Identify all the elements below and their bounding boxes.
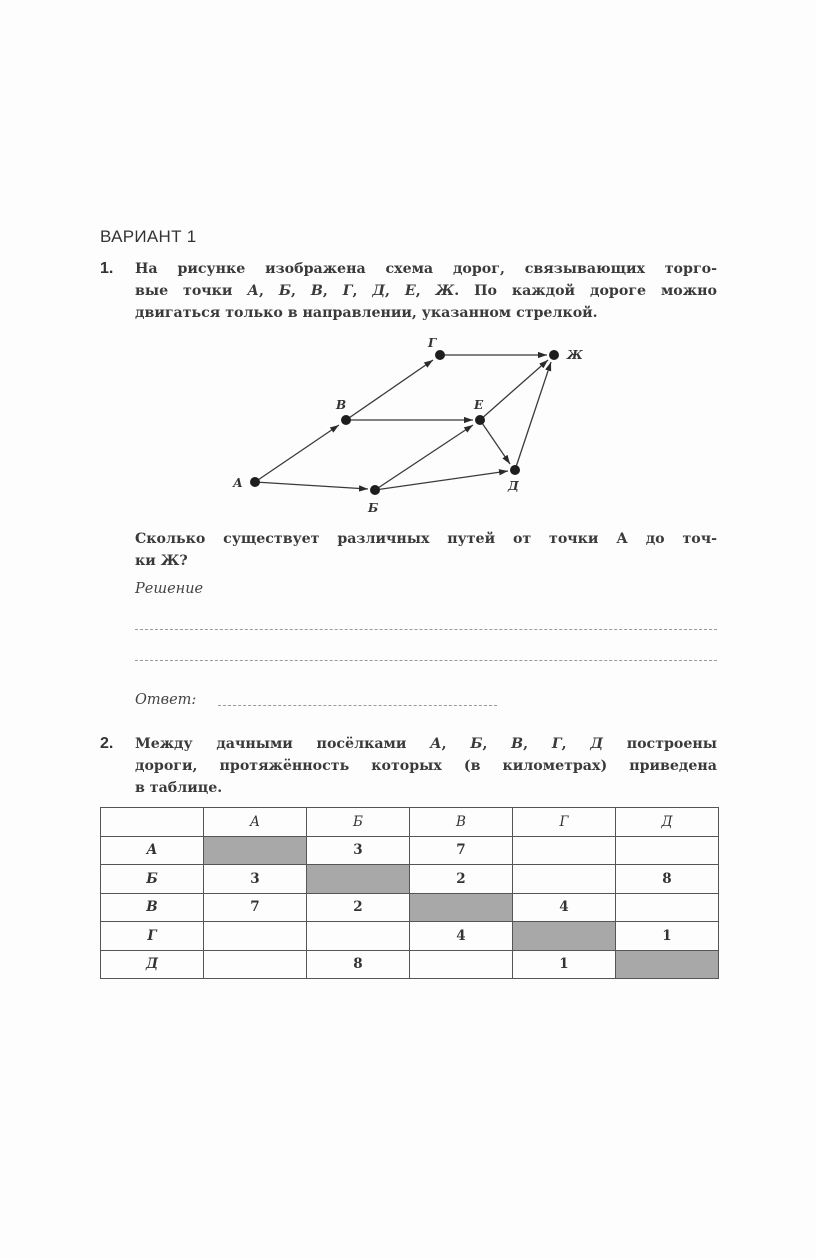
table-cell [410, 950, 513, 979]
table-cell [513, 836, 616, 865]
edge-A-V [255, 425, 339, 482]
task2-line-3: в таблице. [135, 780, 223, 796]
question-line-1: Сколько существует различных путей от точки А до точ- [135, 531, 717, 547]
table-cell: 2 [307, 893, 410, 922]
task2-line-2: дороги, протяжённость которых (в километрах) приведена [135, 758, 717, 774]
label-D: Д [508, 479, 519, 493]
solution-line-2[interactable] [135, 660, 717, 661]
edge-E-D [480, 420, 510, 464]
table-cell-diagonal [410, 893, 513, 922]
table-cell: 3 [204, 865, 307, 894]
table-cell: 3 [307, 836, 410, 865]
table-cell: 1 [616, 922, 719, 951]
table-corner [101, 808, 204, 837]
label-Zh: Ж [567, 348, 583, 362]
row-header: А [101, 836, 204, 865]
table-cell-diagonal [307, 865, 410, 894]
task1-number: 1. [100, 260, 114, 277]
task1-line-2: вые точки А, Б, В, Г, Д, Е, Ж. По каждой дороге можно [135, 283, 717, 299]
table-cell [616, 893, 719, 922]
table-cell [616, 836, 719, 865]
table-cell: 4 [410, 922, 513, 951]
table-row [101, 922, 719, 951]
table-cell [307, 922, 410, 951]
col-header: Г [513, 808, 616, 837]
question-line-2: ки Ж? [135, 553, 188, 569]
node-D [510, 465, 520, 475]
edge-D-Zh [515, 362, 551, 470]
table-cell: 7 [410, 836, 513, 865]
table-row [101, 836, 719, 865]
node-B [370, 485, 380, 495]
table-cell: 7 [204, 893, 307, 922]
table-cell-diagonal [513, 922, 616, 951]
row-header: Б [101, 865, 204, 894]
table-header-row [101, 808, 719, 837]
table-cell: 4 [513, 893, 616, 922]
edge-B-D [375, 471, 508, 490]
table-cell: 8 [616, 865, 719, 894]
col-header: А [204, 808, 307, 837]
solution-label: Решение [135, 581, 204, 597]
task2-number: 2. [100, 735, 114, 752]
road-graph-diagram [0, 0, 816, 540]
edge-A-B [255, 482, 368, 489]
task2-line-1: Между дачными посёлками А, Б, В, Г, Д построены [135, 736, 717, 752]
row-header: В [101, 893, 204, 922]
table-row [101, 893, 719, 922]
node-G [435, 350, 445, 360]
node-Zh [549, 350, 559, 360]
label-A: А [233, 476, 243, 490]
table-row [101, 950, 719, 979]
table-cell: 8 [307, 950, 410, 979]
table-cell: 2 [410, 865, 513, 894]
label-G: Г [428, 336, 437, 350]
answer-label: Ответ: [135, 692, 197, 708]
table-cell-diagonal [204, 836, 307, 865]
task1-question [135, 528, 717, 572]
task1-line-3: двигаться только в направлении, указанном стрелкой. [135, 305, 598, 321]
label-B: Б [368, 501, 379, 515]
col-header: В [410, 808, 513, 837]
col-header: Б [307, 808, 410, 837]
edge-E-Zh [480, 360, 548, 420]
table-cell [204, 950, 307, 979]
variant-title: ВАРИАНТ 1 [100, 227, 197, 246]
col-header: Д [616, 808, 719, 837]
table-cell-diagonal [616, 950, 719, 979]
task2-text [135, 733, 717, 799]
table-row [101, 865, 719, 894]
table-cell [204, 922, 307, 951]
node-A [250, 477, 260, 487]
node-V [341, 415, 351, 425]
row-header: Д [101, 950, 204, 979]
task1-line-1: На рисунке изображена схема дорог, связывающих торго- [135, 261, 717, 277]
label-E: Е [474, 398, 484, 412]
answer-line[interactable] [218, 705, 497, 706]
row-header: Г [101, 922, 204, 951]
node-E [475, 415, 485, 425]
table-cell [513, 865, 616, 894]
table-cell: 1 [513, 950, 616, 979]
label-V: В [336, 398, 347, 412]
solution-line-1[interactable] [135, 629, 717, 630]
distance-table [100, 807, 719, 979]
edge-B-E [375, 425, 473, 490]
edge-V-G [346, 360, 433, 420]
